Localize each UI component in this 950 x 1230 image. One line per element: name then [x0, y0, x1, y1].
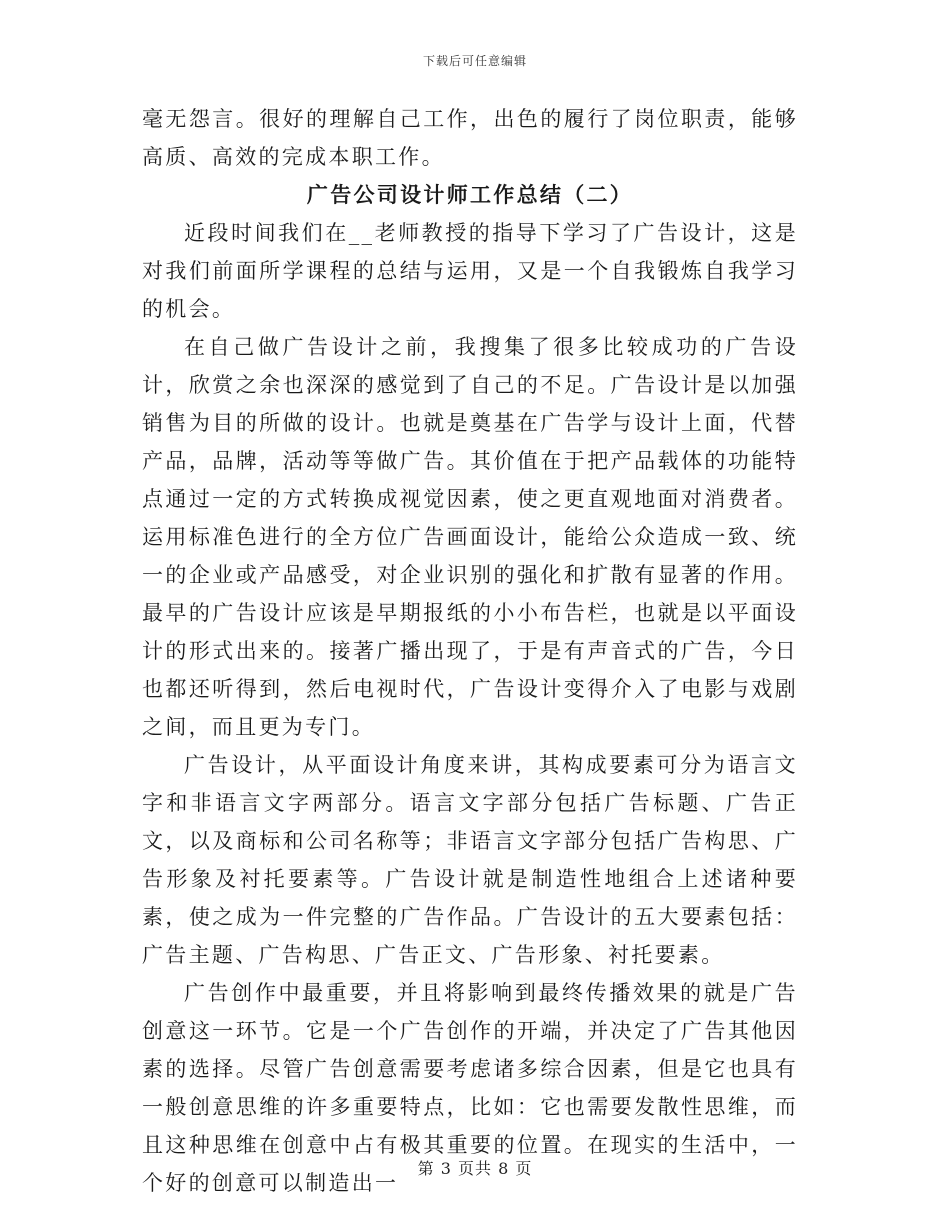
body-paragraph: 在自己做广告设计之前，我搜集了很多比较成功的广告设计，欣赏之余也深深的感觉到了自己的不足。广告设计是以加强销售为目的所做的设计。也就是奠基在广告学与设计上面，代替产品，品牌，活动等等做广告。其价值在于把产品载体的功能特点通过一定的方式转换成视觉因素，使之更直观地面对消费者。运用标准色进行的全方位广告画面设计，能给公众造成一致、统一的企业或产品感受，对企业识别的强化和扩散有显著的作用。最早的广告设计应该是早期报纸的小小布告栏，也就是以平面设计的形式出来的。接著广播出现了，于是有声音式的广告，今日也都还听得到，然后电视时代，广告设计变得介入了电影与戏剧之间，而且更为专门。: [142, 335, 798, 739]
body-paragraph: 广告创作中最重要，并且将影响到最终传播效果的就是广告创意这一环节。它是一个广告创作的开端，并决定了广告其他因素的选择。尽管广告创意需要考虑诸多综合因素，但是它也具有一般创意思维的许多重要特点，比如：它也需要发散性思维，而且这种思维在创意中占有极其重要的位置。在现实的生活中，一个好的创意可以制造出一: [142, 981, 798, 1195]
body-paragraph: 广告设计，从平面设计角度来讲，其构成要素可分为语言文字和非语言文字两部分。语言文字部分包括广告标题、广告正文，以及商标和公司名称等；非语言文字部分包括广告构思、广告形象及衬托要素等。广告设计就是制造性地组合上述诸种要素，使之成为一件完整的广告作品。广告设计的五大要素包括：广告主题、广告构思、广告正文、广告形象、衬托要素。: [142, 753, 798, 967]
body-paragraph: 近段时间我们在__老师教授的指导下学习了广告设计，这是对我们前面所学课程的总结与运用，又是一个自我锻炼自我学习的机会。: [142, 221, 798, 321]
carryover-paragraph: 毫无怨言。很好的理解自己工作，出色的履行了岗位职责，能够高质、高效的完成本职工作。: [142, 107, 798, 169]
page-footer: 第 3 页共 8 页: [417, 1159, 533, 1178]
document-body: [142, 100, 798, 1202]
section-title: 广告公司设计师工作总结（二）: [306, 182, 634, 207]
page-header: 下载后可任意编辑: [422, 54, 527, 68]
